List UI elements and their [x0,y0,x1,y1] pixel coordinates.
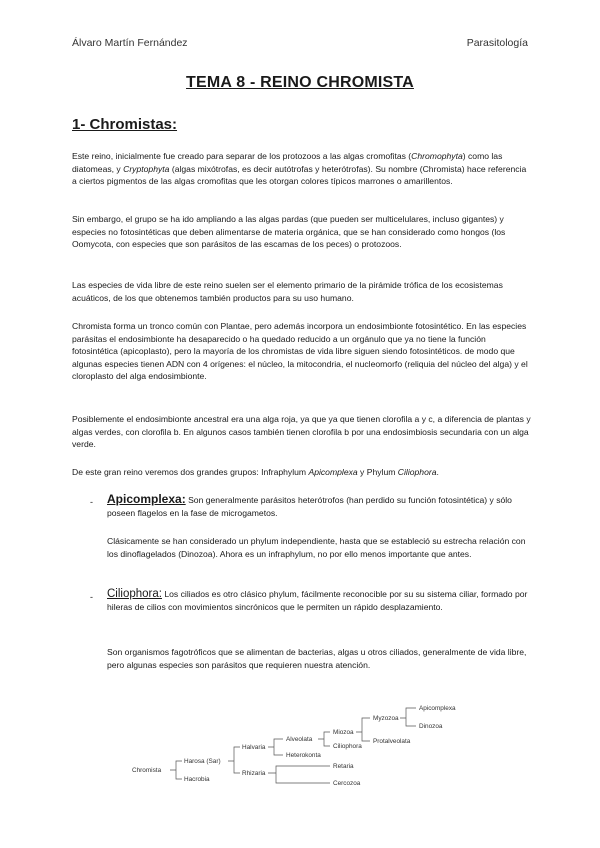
bullet-ciliophora-text1: Los ciliados es otro clásico phylum, fácilmente reconocible por su su sistema ciliar, formado por hileras de cilios con movimientos sincrónicos que le permiten un rápido desplazamiento. [107,589,528,612]
p1-italic-cryptophyta: Cryptophyta [123,163,170,174]
paragraph-4: Chromista forma un tronco común con Plantae, pero además incorpora un endosimbionte fotosintético. En las especies parásitas el endosimbionte ha desaparecido o ha quedado reducido a un orgánulo que ya no tiene la función fotosintética (apicoplasto), pero la mayoría de los chromistas de vida libre siguen siendo fotosintéticos. de modo que algunas especies tienen ADN con 4 orígenes: el núcleo, la mitocondria, el nucleomorfo (reliquia del núcleo del alga) y el cloroplasto del alga endosimbionte. [72,321,528,382]
paragraph-3: Las especies de vida libre de este reino suelen ser el elemento primario de la pirámide trófica de los ecosistemas acuáticos, de los que obtenemos también productos para su uso humano. [72,280,503,303]
phylogenetic-tree [130,700,470,790]
page-title: TEMA 8 - REINO CHROMISTA [186,74,414,91]
bullet-ciliophora-text2: Son organismos fagotróficos que se alimentan de bacterias, algas u otros ciliados, generalmente de vida libre, pero algunas especies son parásitos que requieren nuestra atención. [107,647,527,670]
p1-italic-chromophyta: Chromophyta [411,151,463,161]
tree-label-protalveolata: Protalveolata [373,738,411,745]
tree-label-retaria: Retaria [333,763,354,770]
tree-label-harosa: Harosa (Sar) [184,758,221,765]
bullet-apicomplexa-title: Apicomplexa: [107,492,186,506]
p1-text-e: (algas mixótrofas, es decir autótrofas y heterótrofas). Su nombre (Chromista) hace referencia a ciertos pigmentos de las algas cromofitas que les otorgan colores típicos marrones o amarillentos. [72,163,527,187]
p6-text-c: y Phylum [357,467,398,477]
tree-label-myzozoa: Myzozoa [373,715,399,722]
p1-text-a: Este reino, inicialmente fue creado para separar de los protozoos a las algas cromofitas ( [72,151,412,161]
bullet-apicomplexa-text2: Clásicamente se han considerado un phylum independiente, hasta que se estableció su estrecha relación con los dinoflagelados (Dinozoa). Ahora es un infraphylum, no por ello menos importante que antes. [107,536,526,559]
p6-italic-apicomplexa: Apicomplexa [308,467,358,477]
paragraph-1 [72,150,532,188]
tree-label-dinozoa: Dinozoa [419,723,443,730]
bullet-dash-apicomplexa: - [90,497,93,507]
tree-label-cercozoa: Cercozoa [333,780,361,787]
tree-branch-chromista [170,761,182,779]
paragraph-2: Sin embargo, el grupo se ha ido ampliando a las algas pardas (que pueden ser multicelulares, incluso gigantes) y especies no fotosintéticas que deben alimentarse de materia orgánica, que se han considerado como hongos (los Oomycota, con especies que son parásitos de las escamas de los peces) o protozoos. [72,214,506,250]
tree-branch-miozoa [356,718,370,741]
bullet-apicomplexa-text1: Son generalmente parásitos heterótrofos (han perdido su función fotosintética) y sólo poseen flagelos en la fase de microgametos. [107,495,512,518]
paragraph-5: Posiblemente el endosimbionte ancestral era una alga roja, ya que ya que tienen clorofila a y c, a diferencia de plantas y algas verdes, con clorofila b. En algunos casos también tienen clorofila b por una endosimbiosis secundaria con un alga verde. [72,414,531,450]
tree-branch-rhizaria [268,766,330,783]
tree-branch-myzozoa [400,708,416,726]
header-author: Álvaro Martín Fernández [72,37,188,49]
header-subject: Parasitología [466,37,528,49]
p6-italic-ciliophora: Ciliophora [397,467,437,477]
tree-label-alveolata: Alveolata [286,736,313,743]
tree-label-chromista: Chromista [132,767,162,774]
bullet-ciliophora [107,588,532,613]
tree-branch-halvaria [268,739,283,755]
tree-label-ciliophora: Ciliophora [333,743,362,750]
tree-label-rhizaria: Rhizaria [242,770,266,777]
p6-text-e: . [436,467,439,477]
tree-branch-alveolata [318,732,330,746]
paragraph-6 [72,466,532,479]
bullet-ciliophora-title: Ciliophora: [107,588,162,600]
tree-label-heterokonta: Heterokonta [286,752,321,759]
section-heading-chromistas: 1- Chromistas: [72,116,178,133]
tree-branch-harosa [228,747,240,773]
p6-text-a: De este gran reino veremos dos grandes grupos: Infraphylum [72,467,309,477]
bullet-apicomplexa [107,493,532,519]
p1-text-c: ) como las diatomeas, y [72,151,503,174]
tree-label-hacrobia: Hacrobia [184,776,210,783]
tree-label-apicomplexa: Apicomplexa [419,705,456,712]
tree-label-miozoa: Miozoa [333,729,354,736]
bullet-dash-ciliophora: - [90,592,93,602]
tree-label-halvaria: Halvaria [242,744,266,751]
